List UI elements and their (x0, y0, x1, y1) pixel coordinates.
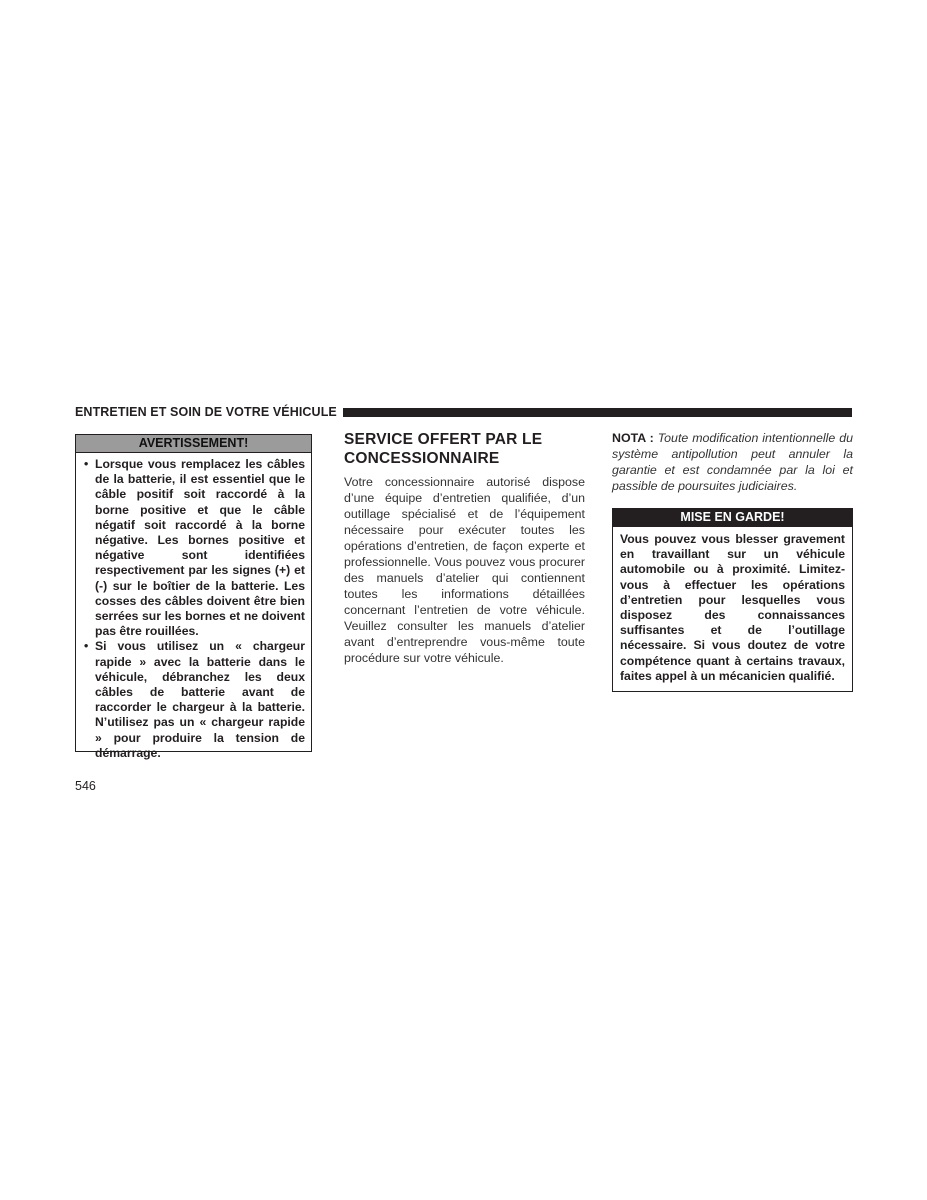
bullet-icon: • (84, 457, 89, 471)
warning-item-text: Si vous utilisez un « chargeur rapide » avec la batterie dans le véhicule, débranchez les deux câbles de batterie avant de raccorder le chargeur à la batterie. N’utilisez pas un « chargeur rapide » pour produire la tension de démarrage. (95, 639, 305, 760)
page-header (75, 404, 852, 420)
note-paragraph (612, 430, 853, 494)
warning-item (84, 457, 305, 639)
bullet-icon: • (84, 639, 89, 654)
caution-title: MISE EN GARDE! (613, 509, 852, 527)
page-number: 546 (75, 779, 96, 793)
note-text: Toute modification intentionnelle du système antipollution peut annuler la garantie et est condamnée par la loi et passible de poursuites judiciaires. (612, 431, 854, 493)
caution-text: Vous pouvez vous blesser gravement en travaillant sur un véhicule automobile ou à proximité. Limitez-vous à effectuer les opérations d’entretien pour lesquelles vous disposez des connaissances suffisantes et de l’outillage nécessaire. Si vous doutez de votre compétence quant à certains travaux, faites appel à un mécanicien qualifié. (620, 532, 845, 683)
header-rule (335, 408, 852, 417)
note-section (612, 430, 853, 494)
section-title: SERVICE OFFERT PAR LE CONCESSIONNAIRE (344, 431, 543, 467)
warning-item (84, 639, 305, 761)
note-label: NOTA : (612, 431, 654, 445)
header-title: ENTRETIEN ET SOIN DE VOTRE VÉHICULE (75, 405, 343, 419)
warning-list (76, 453, 311, 761)
service-section (344, 430, 585, 666)
warning-box (75, 434, 312, 760)
section-body: Votre concessionnaire autorisé dispose d’une équipe d’entretien qualifiée, d’un outillage spécialisé et de l’équipement nécessaire pour exécuter toutes les opérations d’entretien, de façon experte et professionnelle. Vous pouvez vous procurer des manuels d’atelier qui contiennent toutes les informations détaillées concernant l’entretien de votre véhicule. Veuillez consulter les manuels d’atelier avant d’entreprendre vous-même toute procédure sur votre véhicule. (344, 475, 585, 665)
warning-title: AVERTISSEMENT! (76, 435, 311, 453)
caution-box (612, 508, 853, 692)
warning-item-text: Lorsque vous remplacez les câbles de la batterie, il est essentiel que le câble positif soit raccordé à la borne positive et que le câble négatif soit raccordé à la borne négative. Les bornes positive et négative sont identifiées respectivement par les signes (+) et (-) sur le boîtier de la batterie. Les cosses des câbles doivent être bien serrées sur les bornes et ne doivent pas être rouillées. (95, 457, 305, 639)
